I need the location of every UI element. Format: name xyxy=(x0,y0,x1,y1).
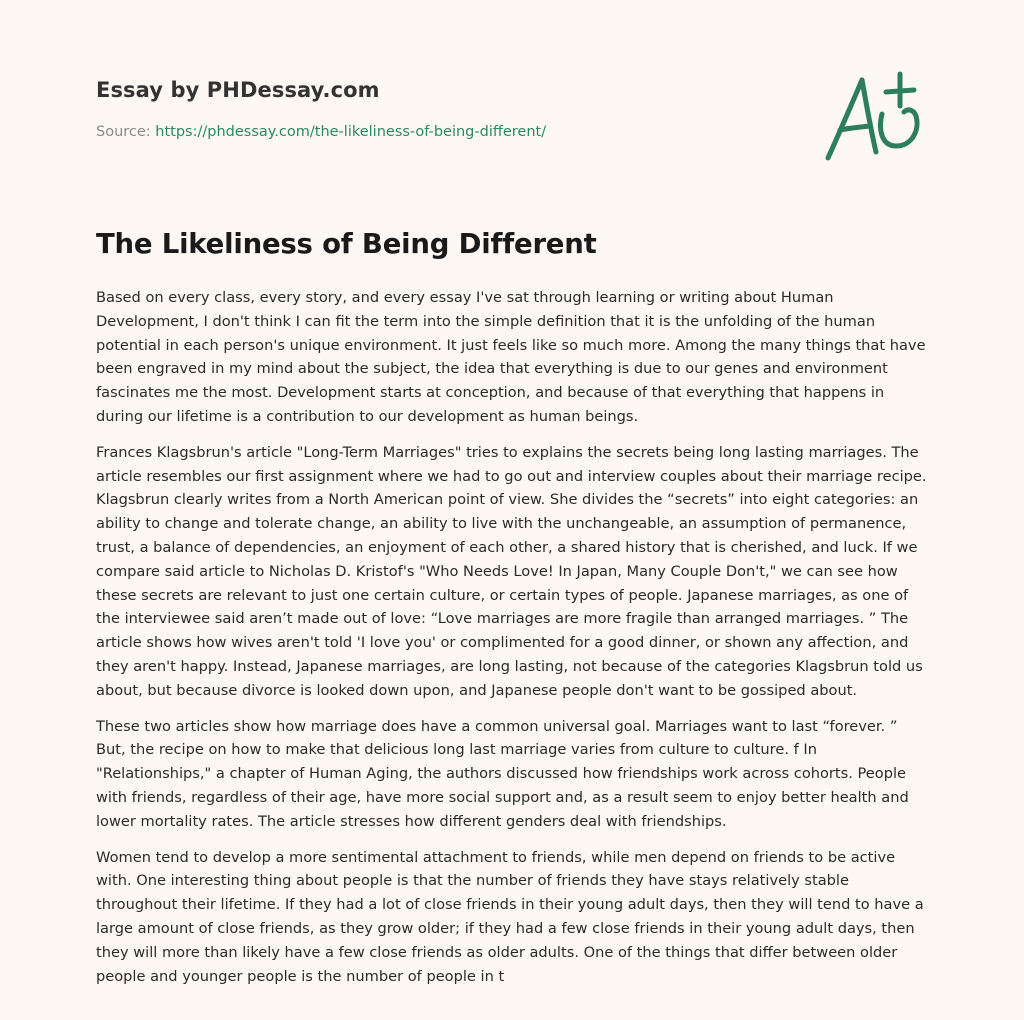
source-link[interactable]: https://phdessay.com/the-likeliness-of-being-different/ xyxy=(155,124,547,140)
paragraph: These two articles show how marriage does have a common universal goal. Marriages want to last “forever. ” But, the recipe on how to make that delicious long last marriage varies from culture to culture. f In "Relationships," a chapter of Human Aging, the authors discussed how friendships work across cohorts. People with friends, regardless of their age, have more social support and, as a result seem to enjoy better health and lower mortality rates. The article stresses how different genders deal with friendships. xyxy=(96,717,909,830)
source-label: Source: xyxy=(96,124,156,140)
essay-page xyxy=(96,0,928,1020)
essay-title: The Likeliness of Being Different xyxy=(96,228,597,260)
paragraph: Frances Klagsbrun's article "Long-Term Marriages" tries to explains the secrets being long lasting marriages. The article resembles our first assignment where we had to go out and interview couples about their marriage recipe. Klagsbrun clearly writes from a North American point of view. She divides the “secrets” into eight categories: an ability to change and tolerate change, an ability to live with the unchangeable, an assumption of permanence, trust, a balance of dependencies, an enjoyment of each other, a shared history that is cherished, and luck. If we compare said article to Nicholas D. Kristof's "Who Needs Love! In Japan, Many Couple Don't," we can see how these secrets are relevant to just one certain culture, or certain types of people. Japanese marriages, as one of the interviewee said aren’t made out of love: “Love marriages are more fragile than arranged marriages. ” The article shows how wives aren't told 'I love you' or complimented for a good dinner, or shown any affection, and they aren't happy. Instead, Japanese marriages, are long lasting, not because of the categories Klagsbrun told us about, but because divorce is looked down upon, and Japanese people don't want to be gossiped about. xyxy=(96,443,927,699)
essay-body xyxy=(96,286,930,1000)
paragraph: Based on every class, every story, and every essay I've sat through learning or writing about Human Development, I don't think I can fit the term into the simple definition that it is the unfolding of the human potential in each person's unique environment. It just feels like so much more. Among the many things that have been engraved in my mind about the subject, the idea that everything is due to our genes and environment fascinates me the most. Development starts at conception, and because of that everything that happens in during our lifetime is a contribution to our development as human beings. xyxy=(96,289,926,425)
site-brand: Essay by PHDessay.com xyxy=(96,78,380,102)
paragraph: Women tend to develop a more sentimental attachment to friends, while men depend on friends to be active with. One interesting thing about people is that the number of friends they have stays relatively stable throughout their lifetime. If they had a lot of close friends in their young adult days, then they will tend to have a large amount of close friends, as they grow older; if they had a few close friends in their young adult days, then they will more than likely have a few close friends as older adults. One of the things that differ between older people and younger people is the number of people in t xyxy=(96,848,924,985)
a-plus-icon xyxy=(820,66,930,166)
source-line xyxy=(96,124,546,140)
